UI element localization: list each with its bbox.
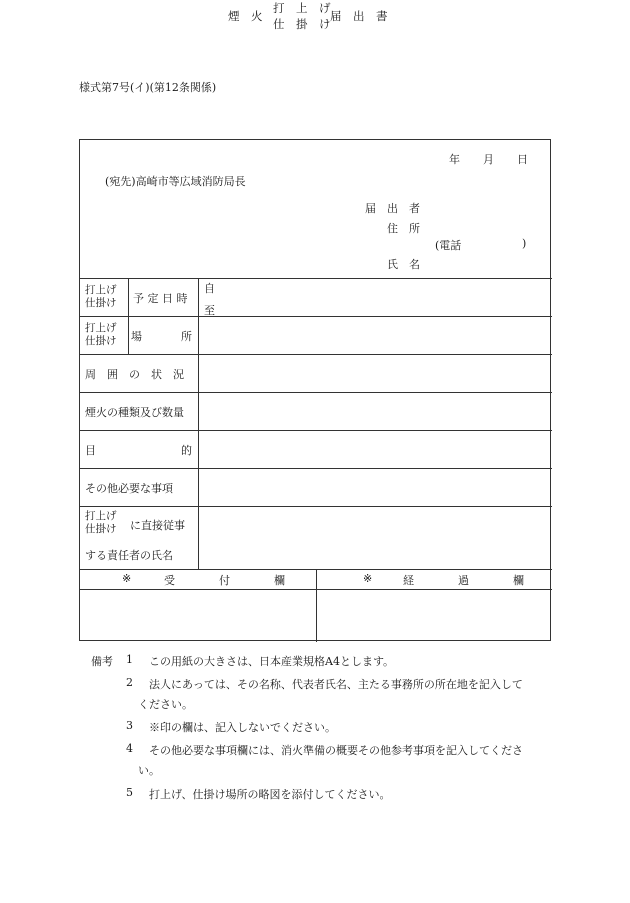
date-month: 月 [483, 153, 494, 166]
responsible-line1: に直接従事 [130, 519, 185, 532]
responsible-line2: する責任者の氏名 [85, 549, 173, 562]
note-text: この用紙の大きさは、日本産業規格A4とします。 [149, 655, 395, 668]
title-uchiage: 打 上 げ [273, 1, 331, 15]
schedule-label: 予 定 日 時 [133, 292, 188, 305]
purpose-label-a: 目 [85, 444, 96, 457]
applicant-phone-close: ) [522, 237, 527, 250]
other-label: その他必要な事項 [85, 482, 173, 495]
notification-form [79, 139, 551, 641]
schedule-shikake: 仕掛け [85, 297, 117, 309]
notes-heading: 備考 [91, 655, 113, 668]
schedule-from: 自 [204, 282, 215, 295]
applicant-address-label: 住 所 [387, 222, 420, 235]
reception-header: 受 付 欄 [164, 574, 285, 587]
place-label-b: 所 [181, 330, 192, 343]
note-text: 打上げ、仕掛け場所の略図を添付してください。 [149, 788, 391, 801]
place-uchiage: 打上げ [85, 322, 117, 334]
title-todokede: 届 出 書 [330, 9, 388, 23]
note-num: 4 [126, 742, 133, 755]
date-day: 日 [517, 153, 528, 166]
schedule-to: 至 [204, 304, 215, 317]
note-num: 5 [126, 786, 133, 799]
progress-mark: ※ [363, 572, 373, 585]
note-num: 3 [126, 719, 133, 732]
reception-mark: ※ [122, 572, 132, 585]
note-text: ※印の欄は、記入しないでください。 [149, 721, 336, 734]
surroundings-label: 周 囲 の 状 況 [85, 368, 184, 381]
title-fireworks: 煙 火 [228, 9, 263, 23]
note-text: その他必要な事項欄には、消火準備の概要その他参考事項を記入してくださ [149, 744, 523, 757]
place-label-a: 場 [131, 330, 142, 343]
addressee: (宛先)高崎市等広域消防局長 [105, 175, 246, 188]
schedule-uchiage: 打上げ [85, 284, 117, 296]
note-continuation: い。 [138, 764, 160, 777]
note-num: 1 [126, 653, 133, 666]
applicant-phone-open: (電話 [435, 239, 462, 252]
purpose-label-b: 的 [181, 444, 192, 457]
note-num: 2 [126, 676, 133, 689]
progress-header: 経 過 欄 [403, 574, 524, 587]
responsible-uchiage: 打上げ [85, 510, 117, 522]
note-text: 法人にあっては、その名称、代表者氏名、主たる事務所の所在地を記入して [149, 678, 523, 691]
place-shikake: 仕掛け [85, 335, 117, 347]
applicant-label: 届 出 者 [365, 202, 420, 215]
form-title [0, 0, 630, 32]
applicant-name-label: 氏 名 [387, 258, 420, 271]
type-quantity-label: 煙火の種類及び数量 [85, 406, 184, 419]
note-continuation: ください。 [138, 698, 193, 711]
date-year: 年 [449, 153, 460, 166]
responsible-shikake: 仕掛け [85, 523, 117, 535]
form-number: 様式第7号(イ)(第12条関係) [79, 81, 217, 94]
title-shikake: 仕 掛 け [273, 17, 331, 31]
